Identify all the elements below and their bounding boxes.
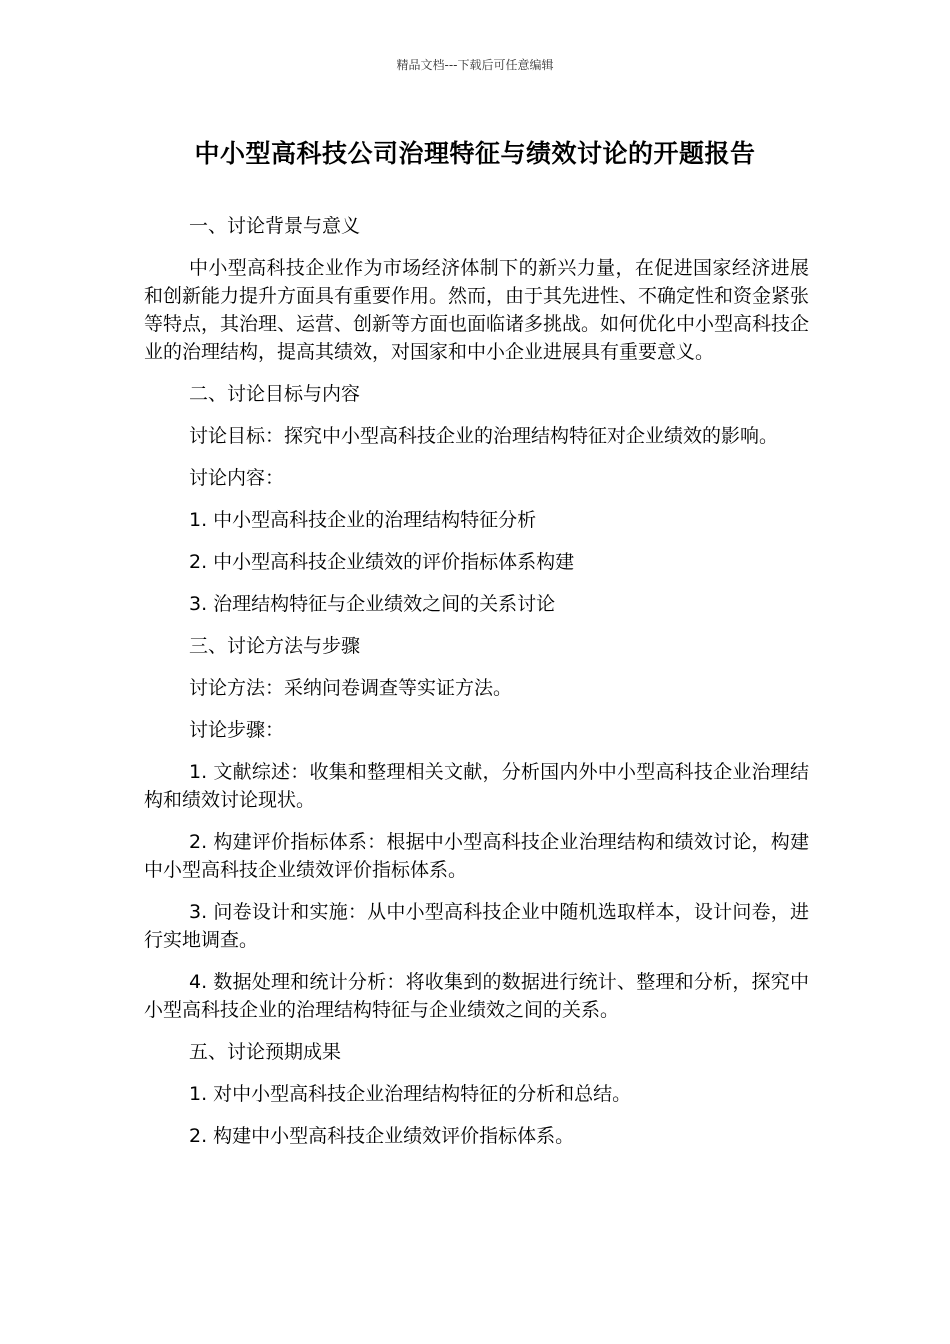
list-item-step-2: 2. 构建评价指标体系：根据中小型高科技企业治理结构和绩效讨论，构建中小型高科技企业绩效评价指标体系。 (144, 831, 809, 881)
list-item-step-3: 3. 问卷设计和实施：从中小型高科技企业中随机选取样本，设计问卷，进行实地调查。 (144, 901, 809, 951)
section-heading-outcomes: 五、讨论预期成果 (189, 1041, 342, 1063)
document-title: 中小型高科技公司治理特征与绩效讨论的开题报告 (194, 139, 756, 168)
list-item-content-2: 2. 中小型高科技企业绩效的评价指标体系构建 (189, 551, 575, 573)
paragraph-content-label: 讨论内容： (189, 467, 285, 489)
list-item-content-3: 3. 治理结构特征与企业绩效之间的关系讨论 (189, 593, 556, 615)
list-item-outcome-1: 1. 对中小型高科技企业治理结构特征的分析和总结。 (189, 1083, 632, 1105)
list-item-content-1: 1. 中小型高科技企业的治理结构特征分析 (189, 509, 537, 531)
paragraph-background: 中小型高科技企业作为市场经济体制下的新兴力量，在促进国家经济进展和创新能力提升方面具有重要作用。然而，由于其先进性、不确定性和资金紧张等特点，其治理、运营、创新等方面也面临诸多挑战。如何优化中小型高科技企业的治理结构，提高其绩效，对国家和中小企业进展具有重要意义。 (144, 257, 810, 363)
paragraph-method: 讨论方法：采纳问卷调查等实证方法。 (189, 677, 513, 699)
document-body (144, 212, 809, 1164)
section-heading-background: 一、讨论背景与意义 (189, 215, 361, 237)
list-item-outcome-2: 2. 构建中小型高科技企业绩效评价指标体系。 (189, 1125, 575, 1147)
section-heading-objectives: 二、讨论目标与内容 (189, 383, 361, 405)
list-item-step-1: 1. 文献综述：收集和整理相关文献，分析国内外中小型高科技企业治理结构和绩效讨论现状。 (144, 761, 809, 811)
header-note: 精品文档---下载后可任意编辑 (396, 58, 554, 72)
section-heading-methods: 三、讨论方法与步骤 (189, 635, 361, 657)
list-item-step-4: 4. 数据处理和统计分析：将收集到的数据进行统计、整理和分析，探究中小型高科技企业的治理结构特征与企业绩效之间的关系。 (144, 971, 809, 1021)
paragraph-steps-label: 讨论步骤： (189, 719, 285, 741)
paragraph-objective: 讨论目标：探究中小型高科技企业的治理结构特征对企业绩效的影响。 (189, 425, 779, 447)
